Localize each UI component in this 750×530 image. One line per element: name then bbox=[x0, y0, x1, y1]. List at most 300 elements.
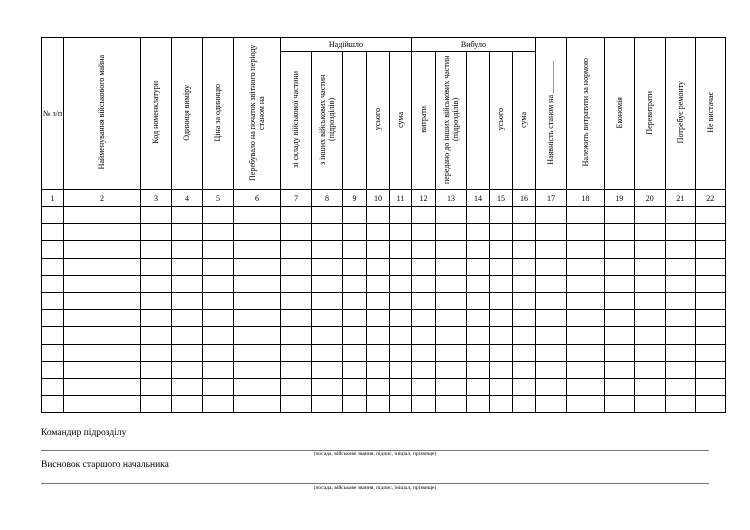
table-row bbox=[42, 241, 726, 258]
table-cell[interactable] bbox=[695, 361, 725, 378]
table-cell[interactable] bbox=[411, 344, 435, 361]
table-cell[interactable] bbox=[280, 207, 311, 224]
table-cell[interactable] bbox=[665, 361, 695, 378]
table-cell[interactable] bbox=[695, 327, 725, 344]
table-cell[interactable] bbox=[665, 344, 695, 361]
table-cell[interactable] bbox=[435, 275, 466, 292]
table-cell[interactable] bbox=[389, 310, 411, 327]
table-cell[interactable] bbox=[604, 241, 634, 258]
table-cell[interactable] bbox=[389, 344, 411, 361]
table-cell[interactable] bbox=[141, 378, 172, 395]
column-number: 19 bbox=[604, 190, 634, 207]
group-in-header: Надійшло bbox=[280, 38, 411, 52]
table-cell[interactable] bbox=[634, 378, 665, 395]
table-cell[interactable] bbox=[665, 224, 695, 241]
table-cell[interactable] bbox=[280, 241, 311, 258]
col-norm-label: Належить витратити за нормою bbox=[580, 58, 590, 167]
table-cell[interactable] bbox=[280, 258, 311, 275]
table-row bbox=[42, 207, 726, 224]
table-cell[interactable] bbox=[604, 361, 634, 378]
column-number: 7 bbox=[280, 190, 311, 207]
table-cell[interactable] bbox=[64, 207, 141, 224]
column-number: 15 bbox=[489, 190, 512, 207]
table-cell[interactable] bbox=[634, 361, 665, 378]
table-cell[interactable] bbox=[411, 378, 435, 395]
table-cell[interactable] bbox=[634, 327, 665, 344]
table-cell[interactable] bbox=[172, 344, 203, 361]
table-cell[interactable] bbox=[535, 292, 566, 309]
table-cell[interactable] bbox=[435, 292, 466, 309]
table-cell[interactable] bbox=[435, 258, 466, 275]
table-cell[interactable] bbox=[342, 292, 366, 309]
table-cell[interactable] bbox=[604, 327, 634, 344]
table-cell[interactable] bbox=[366, 361, 389, 378]
col-start-label: Перебувало на початок звітного періоду станом на bbox=[247, 44, 266, 181]
table-cell[interactable] bbox=[280, 292, 311, 309]
table-cell[interactable] bbox=[634, 275, 665, 292]
table-cell[interactable] bbox=[665, 275, 695, 292]
table-cell[interactable] bbox=[389, 327, 411, 344]
table-cell[interactable] bbox=[64, 310, 141, 327]
table-cell[interactable] bbox=[234, 224, 281, 241]
table-cell[interactable] bbox=[366, 224, 389, 241]
table-row bbox=[42, 396, 726, 413]
col-repair-label: Потребує ремонту bbox=[675, 81, 685, 144]
table-cell[interactable] bbox=[512, 207, 535, 224]
table-cell[interactable] bbox=[466, 207, 489, 224]
in-from-unit-label: зі складу військової частини bbox=[291, 71, 301, 168]
table-cell[interactable] bbox=[489, 344, 512, 361]
table-cell[interactable] bbox=[64, 258, 141, 275]
commander-label: Командир підрозділу bbox=[41, 428, 127, 438]
table-cell[interactable] bbox=[234, 378, 281, 395]
table-cell[interactable] bbox=[311, 361, 342, 378]
table-cell[interactable] bbox=[64, 344, 141, 361]
table-cell[interactable] bbox=[141, 207, 172, 224]
table-cell[interactable] bbox=[535, 241, 566, 258]
table-cell[interactable] bbox=[489, 241, 512, 258]
table-cell[interactable] bbox=[634, 241, 665, 258]
table-cell[interactable] bbox=[695, 241, 725, 258]
table-cell[interactable] bbox=[435, 241, 466, 258]
table-cell[interactable] bbox=[512, 327, 535, 344]
table-cell[interactable] bbox=[280, 378, 311, 395]
out-sum-header bbox=[512, 52, 535, 190]
table-cell[interactable] bbox=[466, 378, 489, 395]
table-cell[interactable] bbox=[411, 310, 435, 327]
table-cell[interactable] bbox=[64, 241, 141, 258]
table-cell[interactable] bbox=[389, 207, 411, 224]
table-cell[interactable] bbox=[466, 258, 489, 275]
table-cell[interactable] bbox=[203, 344, 234, 361]
in-total-header bbox=[366, 52, 389, 190]
col-lack-header bbox=[695, 38, 725, 190]
table-cell[interactable] bbox=[42, 241, 64, 258]
table-cell[interactable] bbox=[535, 275, 566, 292]
table-cell[interactable] bbox=[535, 310, 566, 327]
table-cell[interactable] bbox=[489, 275, 512, 292]
table-cell[interactable] bbox=[489, 224, 512, 241]
table-cell[interactable] bbox=[566, 310, 604, 327]
table-cell[interactable] bbox=[234, 310, 281, 327]
table-cell[interactable] bbox=[604, 275, 634, 292]
table-cell[interactable] bbox=[366, 241, 389, 258]
table-cell[interactable] bbox=[489, 292, 512, 309]
table-cell[interactable] bbox=[172, 241, 203, 258]
table-cell[interactable] bbox=[342, 327, 366, 344]
table-cell[interactable] bbox=[435, 396, 466, 413]
table-cell[interactable] bbox=[141, 361, 172, 378]
table-cell[interactable] bbox=[466, 292, 489, 309]
conclusion-signature-line[interactable] bbox=[41, 483, 709, 484]
table-cell[interactable] bbox=[566, 396, 604, 413]
table-cell[interactable] bbox=[141, 396, 172, 413]
table-cell[interactable] bbox=[535, 396, 566, 413]
table-cell[interactable] bbox=[695, 396, 725, 413]
column-number: 21 bbox=[665, 190, 695, 207]
table-cell[interactable] bbox=[535, 344, 566, 361]
table-cell[interactable] bbox=[466, 361, 489, 378]
table-cell[interactable] bbox=[665, 378, 695, 395]
table-cell[interactable] bbox=[566, 241, 604, 258]
table-cell[interactable] bbox=[634, 292, 665, 309]
table-cell[interactable] bbox=[366, 327, 389, 344]
table-cell[interactable] bbox=[665, 396, 695, 413]
table-cell[interactable] bbox=[64, 292, 141, 309]
table-cell[interactable] bbox=[203, 258, 234, 275]
table-cell[interactable] bbox=[634, 258, 665, 275]
table-cell[interactable] bbox=[172, 396, 203, 413]
table-cell[interactable] bbox=[64, 396, 141, 413]
table-cell[interactable] bbox=[64, 327, 141, 344]
table-cell[interactable] bbox=[280, 361, 311, 378]
table-cell[interactable] bbox=[172, 224, 203, 241]
out-total-header bbox=[489, 52, 512, 190]
table-cell[interactable] bbox=[411, 361, 435, 378]
table-cell[interactable] bbox=[141, 241, 172, 258]
table-cell[interactable] bbox=[141, 258, 172, 275]
table-cell[interactable] bbox=[512, 361, 535, 378]
table-cell[interactable] bbox=[311, 292, 342, 309]
table-cell[interactable] bbox=[389, 275, 411, 292]
table-cell[interactable] bbox=[665, 327, 695, 344]
column-number: 18 bbox=[566, 190, 604, 207]
table-cell[interactable] bbox=[203, 292, 234, 309]
table-cell[interactable] bbox=[411, 292, 435, 309]
table-cell[interactable] bbox=[42, 344, 64, 361]
table-cell[interactable] bbox=[566, 378, 604, 395]
table-cell[interactable] bbox=[311, 258, 342, 275]
table-cell[interactable] bbox=[566, 258, 604, 275]
table-cell[interactable] bbox=[234, 258, 281, 275]
table-cell[interactable] bbox=[234, 344, 281, 361]
col-economy-header bbox=[604, 38, 634, 190]
table-cell[interactable] bbox=[280, 224, 311, 241]
column-number: 2 bbox=[64, 190, 141, 207]
table-cell[interactable] bbox=[489, 258, 512, 275]
table-cell[interactable] bbox=[695, 344, 725, 361]
table-cell[interactable] bbox=[535, 258, 566, 275]
table-cell[interactable] bbox=[535, 378, 566, 395]
table-cell[interactable] bbox=[695, 378, 725, 395]
table-cell[interactable] bbox=[342, 378, 366, 395]
table-cell[interactable] bbox=[535, 224, 566, 241]
table-cell[interactable] bbox=[366, 396, 389, 413]
table-cell[interactable] bbox=[665, 310, 695, 327]
table-cell[interactable] bbox=[141, 344, 172, 361]
table-cell[interactable] bbox=[234, 241, 281, 258]
table-cell[interactable] bbox=[604, 378, 634, 395]
table-cell[interactable] bbox=[342, 258, 366, 275]
table-cell[interactable] bbox=[466, 310, 489, 327]
table-cell[interactable] bbox=[512, 241, 535, 258]
table-cell[interactable] bbox=[634, 310, 665, 327]
table-cell[interactable] bbox=[466, 327, 489, 344]
table-cell[interactable] bbox=[695, 292, 725, 309]
column-number: 5 bbox=[203, 190, 234, 207]
table-cell[interactable] bbox=[566, 292, 604, 309]
table-cell[interactable] bbox=[695, 258, 725, 275]
table-cell[interactable] bbox=[311, 241, 342, 258]
table-cell[interactable] bbox=[435, 327, 466, 344]
table-cell[interactable] bbox=[311, 344, 342, 361]
table-cell[interactable] bbox=[512, 224, 535, 241]
table-cell[interactable] bbox=[141, 310, 172, 327]
table-cell[interactable] bbox=[604, 396, 634, 413]
table-cell[interactable] bbox=[466, 396, 489, 413]
column-number: 20 bbox=[634, 190, 665, 207]
table-cell[interactable] bbox=[366, 378, 389, 395]
table-cell[interactable] bbox=[342, 396, 366, 413]
table-cell[interactable] bbox=[695, 310, 725, 327]
table-cell[interactable] bbox=[311, 378, 342, 395]
table-cell[interactable] bbox=[604, 224, 634, 241]
table-cell[interactable] bbox=[141, 327, 172, 344]
table-cell[interactable] bbox=[172, 258, 203, 275]
table-cell[interactable] bbox=[604, 207, 634, 224]
table-cell[interactable] bbox=[203, 310, 234, 327]
table-cell[interactable] bbox=[634, 344, 665, 361]
table-cell[interactable] bbox=[280, 396, 311, 413]
table-cell[interactable] bbox=[389, 396, 411, 413]
table-cell[interactable] bbox=[342, 241, 366, 258]
table-cell[interactable] bbox=[311, 275, 342, 292]
table-cell[interactable] bbox=[695, 207, 725, 224]
table-cell[interactable] bbox=[64, 361, 141, 378]
table-cell[interactable] bbox=[234, 327, 281, 344]
table-cell[interactable] bbox=[280, 275, 311, 292]
table-cell[interactable] bbox=[435, 207, 466, 224]
col-norm-header bbox=[566, 38, 604, 190]
table-cell[interactable] bbox=[203, 361, 234, 378]
table-cell[interactable] bbox=[566, 327, 604, 344]
table-cell[interactable] bbox=[366, 258, 389, 275]
table-cell[interactable] bbox=[42, 361, 64, 378]
table-cell[interactable] bbox=[411, 275, 435, 292]
conclusion-caption: (посада, військове звання, підпис, ініціал, прізвище) bbox=[313, 485, 437, 491]
in-sum-label: сума bbox=[395, 111, 405, 128]
table-cell[interactable] bbox=[566, 344, 604, 361]
table-cell[interactable] bbox=[466, 224, 489, 241]
table-cell[interactable] bbox=[435, 224, 466, 241]
table-cell[interactable] bbox=[389, 241, 411, 258]
table-cell[interactable] bbox=[203, 207, 234, 224]
table-cell[interactable] bbox=[435, 344, 466, 361]
table-cell[interactable] bbox=[42, 207, 64, 224]
table-cell[interactable] bbox=[665, 258, 695, 275]
table-cell[interactable] bbox=[411, 327, 435, 344]
table-cell[interactable] bbox=[342, 344, 366, 361]
table-cell[interactable] bbox=[141, 224, 172, 241]
table-cell[interactable] bbox=[566, 224, 604, 241]
table-cell[interactable] bbox=[695, 224, 725, 241]
table-cell[interactable] bbox=[411, 258, 435, 275]
table-cell[interactable] bbox=[42, 275, 64, 292]
col-overspend-label: Перевитрати bbox=[645, 90, 655, 135]
table-cell[interactable] bbox=[566, 275, 604, 292]
table-cell[interactable] bbox=[42, 396, 64, 413]
table-cell[interactable] bbox=[203, 327, 234, 344]
table-cell[interactable] bbox=[489, 327, 512, 344]
table-cell[interactable] bbox=[42, 310, 64, 327]
table-cell[interactable] bbox=[535, 327, 566, 344]
col-presence-header bbox=[535, 38, 566, 190]
table-cell[interactable] bbox=[512, 378, 535, 395]
table-cell[interactable] bbox=[172, 310, 203, 327]
in-total-label: усього bbox=[373, 108, 383, 131]
table-cell[interactable] bbox=[604, 292, 634, 309]
table-cell[interactable] bbox=[342, 224, 366, 241]
column-number: 14 bbox=[466, 190, 489, 207]
table-cell[interactable] bbox=[389, 292, 411, 309]
table-cell[interactable] bbox=[172, 275, 203, 292]
table-cell[interactable] bbox=[411, 396, 435, 413]
table-cell[interactable] bbox=[512, 275, 535, 292]
table-cell[interactable] bbox=[366, 310, 389, 327]
table-cell[interactable] bbox=[435, 361, 466, 378]
table-cell[interactable] bbox=[311, 396, 342, 413]
table-cell[interactable] bbox=[311, 224, 342, 241]
table-cell[interactable] bbox=[604, 310, 634, 327]
table-cell[interactable] bbox=[342, 310, 366, 327]
table-cell[interactable] bbox=[512, 396, 535, 413]
table-cell[interactable] bbox=[634, 224, 665, 241]
table-cell[interactable] bbox=[366, 292, 389, 309]
table-cell[interactable] bbox=[42, 327, 64, 344]
table-cell[interactable] bbox=[203, 396, 234, 413]
table-cell[interactable] bbox=[366, 207, 389, 224]
table-cell[interactable] bbox=[280, 344, 311, 361]
table-cell[interactable] bbox=[172, 292, 203, 309]
table-cell[interactable] bbox=[435, 378, 466, 395]
table-cell[interactable] bbox=[342, 275, 366, 292]
table-cell[interactable] bbox=[280, 310, 311, 327]
table-cell[interactable] bbox=[411, 241, 435, 258]
table-cell[interactable] bbox=[42, 292, 64, 309]
table-cell[interactable] bbox=[203, 378, 234, 395]
table-cell[interactable] bbox=[489, 378, 512, 395]
table-cell[interactable] bbox=[141, 275, 172, 292]
table-cell[interactable] bbox=[634, 396, 665, 413]
col-unit-header bbox=[172, 38, 203, 190]
table-cell[interactable] bbox=[311, 207, 342, 224]
column-number: 22 bbox=[695, 190, 725, 207]
table-cell[interactable] bbox=[566, 361, 604, 378]
table-cell[interactable] bbox=[389, 378, 411, 395]
table-cell[interactable] bbox=[64, 378, 141, 395]
table-cell[interactable] bbox=[234, 207, 281, 224]
table-cell[interactable] bbox=[535, 361, 566, 378]
table-cell[interactable] bbox=[411, 207, 435, 224]
col-overspend-header bbox=[634, 38, 665, 190]
table-cell[interactable] bbox=[435, 310, 466, 327]
table-cell[interactable] bbox=[366, 344, 389, 361]
table-cell[interactable] bbox=[311, 327, 342, 344]
col-price-header bbox=[203, 38, 234, 190]
table-cell[interactable] bbox=[512, 292, 535, 309]
table-cell[interactable] bbox=[604, 258, 634, 275]
table-cell[interactable] bbox=[141, 292, 172, 309]
table-cell[interactable] bbox=[665, 292, 695, 309]
table-cell[interactable] bbox=[512, 344, 535, 361]
table-cell[interactable] bbox=[665, 241, 695, 258]
table-cell[interactable] bbox=[489, 207, 512, 224]
table-cell[interactable] bbox=[535, 207, 566, 224]
table-cell[interactable] bbox=[604, 344, 634, 361]
table-cell[interactable] bbox=[172, 207, 203, 224]
table-cell[interactable] bbox=[512, 310, 535, 327]
table-cell[interactable] bbox=[489, 310, 512, 327]
table-cell[interactable] bbox=[234, 292, 281, 309]
table-cell[interactable] bbox=[64, 224, 141, 241]
table-cell[interactable] bbox=[203, 275, 234, 292]
table-cell[interactable] bbox=[203, 224, 234, 241]
table-cell[interactable] bbox=[466, 344, 489, 361]
table-cell[interactable] bbox=[665, 207, 695, 224]
table-cell[interactable] bbox=[42, 258, 64, 275]
table-cell[interactable] bbox=[389, 258, 411, 275]
table-row bbox=[42, 327, 726, 344]
table-cell[interactable] bbox=[342, 207, 366, 224]
table-cell[interactable] bbox=[389, 361, 411, 378]
table-cell[interactable] bbox=[42, 378, 64, 395]
table-cell[interactable] bbox=[342, 361, 366, 378]
table-cell[interactable] bbox=[566, 207, 604, 224]
table-cell[interactable] bbox=[411, 224, 435, 241]
table-cell[interactable] bbox=[695, 275, 725, 292]
table-cell[interactable] bbox=[389, 224, 411, 241]
table-cell[interactable] bbox=[280, 327, 311, 344]
table-cell[interactable] bbox=[172, 327, 203, 344]
table-cell[interactable] bbox=[489, 396, 512, 413]
table-cell[interactable] bbox=[42, 224, 64, 241]
table-cell[interactable] bbox=[234, 396, 281, 413]
table-cell[interactable] bbox=[634, 207, 665, 224]
table-cell[interactable] bbox=[172, 378, 203, 395]
table-cell[interactable] bbox=[172, 361, 203, 378]
table-cell[interactable] bbox=[466, 275, 489, 292]
table-cell[interactable] bbox=[203, 241, 234, 258]
table-cell[interactable] bbox=[311, 310, 342, 327]
table-cell[interactable] bbox=[466, 241, 489, 258]
table-cell[interactable] bbox=[234, 361, 281, 378]
table-cell[interactable] bbox=[234, 275, 281, 292]
table-cell[interactable] bbox=[366, 275, 389, 292]
table-cell[interactable] bbox=[64, 275, 141, 292]
col-economy-label: Економія bbox=[614, 96, 624, 129]
table-cell[interactable] bbox=[489, 361, 512, 378]
table-cell[interactable] bbox=[512, 258, 535, 275]
